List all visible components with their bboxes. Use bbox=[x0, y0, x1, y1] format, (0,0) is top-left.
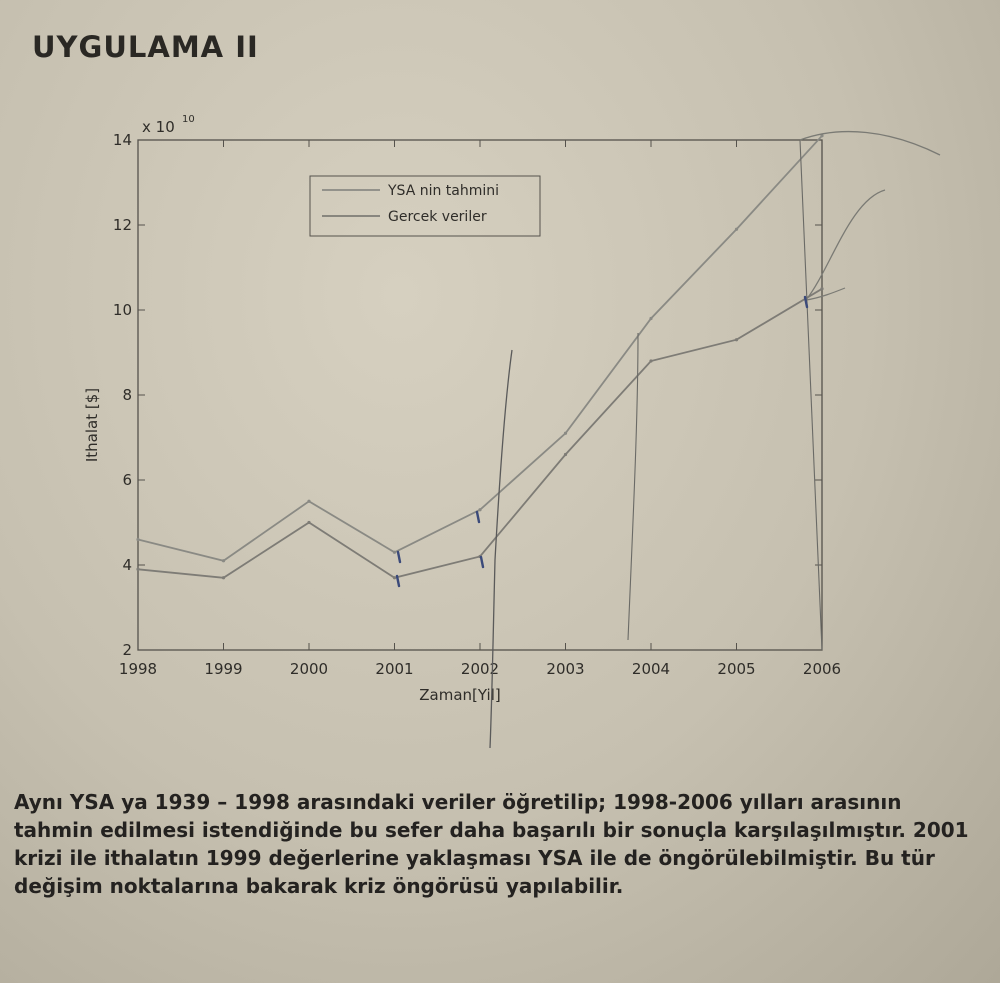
series-line-gercek bbox=[138, 289, 822, 578]
x-tick-label: 2006 bbox=[802, 660, 842, 678]
series-point bbox=[393, 551, 396, 554]
series-point bbox=[136, 538, 139, 541]
series-line-ysa bbox=[138, 136, 822, 561]
series-point bbox=[649, 317, 652, 320]
y-tick-label: 14 bbox=[112, 131, 132, 149]
section-heading: UYGULAMA II bbox=[32, 30, 259, 64]
legend-label: YSA nin tahmini bbox=[388, 183, 500, 199]
x-tick-label: 1998 bbox=[118, 660, 158, 678]
y-tick-label: 12 bbox=[112, 216, 132, 234]
legend-label: Gercek veriler bbox=[388, 209, 487, 225]
y-tick-label: 8 bbox=[122, 386, 132, 404]
series-point bbox=[478, 508, 481, 511]
x-tick-label: 1999 bbox=[204, 660, 243, 678]
y-axis-label: Ithalat [$] bbox=[83, 387, 101, 463]
ink-mark bbox=[398, 552, 400, 562]
series-point bbox=[735, 228, 738, 231]
y-tick-label: 6 bbox=[122, 471, 132, 489]
x-tick-label: 2003 bbox=[546, 660, 585, 678]
series-point bbox=[564, 432, 567, 435]
series-point bbox=[307, 500, 310, 503]
x-tick-label: 2001 bbox=[375, 660, 414, 678]
series-point bbox=[564, 453, 567, 456]
x-tick-label: 2004 bbox=[631, 660, 671, 678]
y-tick-label: 2 bbox=[122, 641, 132, 659]
ink-mark bbox=[477, 512, 479, 522]
series-point bbox=[136, 568, 139, 571]
y-multiplier: x 10 bbox=[142, 118, 175, 136]
y-tick-label: 4 bbox=[122, 556, 132, 574]
y-tick-label: 10 bbox=[112, 301, 132, 319]
series-point bbox=[820, 287, 823, 290]
pen-stroke-2004 bbox=[628, 333, 638, 640]
series-point bbox=[735, 338, 738, 341]
series-point bbox=[393, 576, 396, 579]
series-point bbox=[307, 521, 310, 524]
x-axis-label: Zaman[Yil] bbox=[419, 686, 501, 704]
series-point bbox=[649, 359, 652, 362]
caption-paragraph: Aynı YSA ya 1939 – 1998 arasındaki veriler öğretilip; 1998-2006 yılları arasının tahmin edilmesi istendiğinde bu sefer daha başarılı bir sonuçla karşılaşılmıştır. 2001 krizi ile ithalatın 1999 değerlerine yaklaşması YSA ile de öngörülebilmiştir. Bu tür değişim noktalarına bakarak kriz öngörüsü yapılabilir. bbox=[14, 790, 969, 898]
y-multiplier-exponent: 10 bbox=[182, 114, 195, 125]
pen-stroke-extension-mid bbox=[806, 190, 885, 300]
x-tick-label: 2005 bbox=[717, 660, 756, 678]
x-tick-label: 2000 bbox=[289, 660, 329, 678]
series-point bbox=[222, 576, 225, 579]
ink-mark bbox=[481, 557, 483, 567]
x-tick-label: 2002 bbox=[460, 660, 500, 678]
series-point bbox=[222, 559, 225, 562]
